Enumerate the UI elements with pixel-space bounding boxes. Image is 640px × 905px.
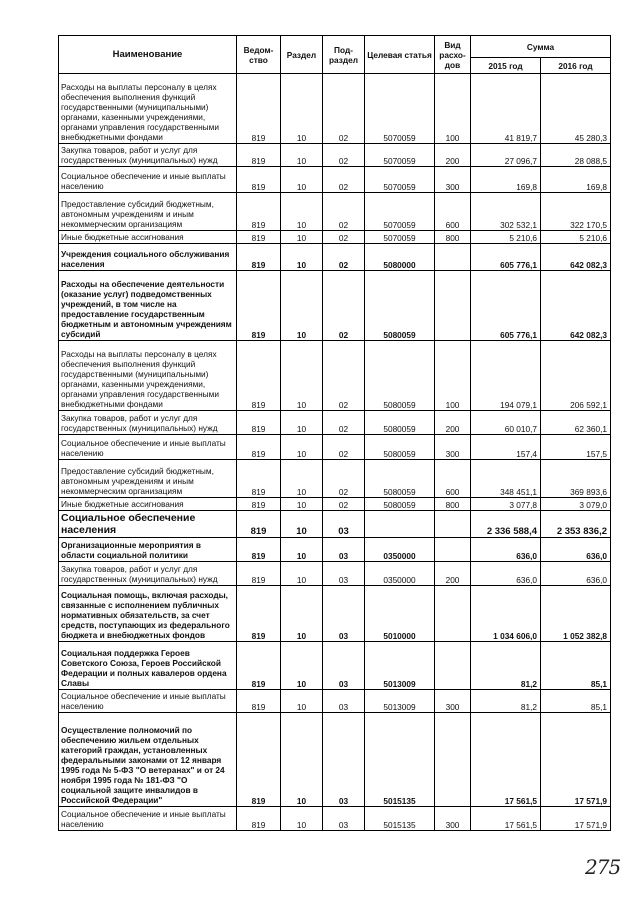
cell-sum-2015: 302 532,1: [471, 193, 541, 231]
cell-name: Предоставление субсидий бюджетным, автономным учреждениям и иным некоммерческим организациям: [59, 460, 237, 498]
header-razdel: Раздел: [281, 36, 323, 74]
cell-podrazdel: 03: [323, 586, 365, 642]
cell-celevaya: 5080059: [365, 498, 435, 511]
cell-sum-2016: 5 210,6: [541, 231, 611, 244]
cell-celevaya: 5015135: [365, 713, 435, 807]
table-row: [59, 562, 611, 586]
cell-sum-2016: 17 571,9: [541, 713, 611, 807]
cell-podrazdel: 03: [323, 562, 365, 586]
cell-podrazdel: 02: [323, 435, 365, 460]
cell-podrazdel: 03: [323, 511, 365, 538]
cell-celevaya: [365, 511, 435, 538]
table-row: [59, 231, 611, 244]
header-2015: 2015 год: [471, 58, 541, 74]
cell-celevaya: 5010000: [365, 586, 435, 642]
cell-razdel: 10: [281, 713, 323, 807]
cell-ved: 819: [237, 193, 281, 231]
cell-sum-2016: 28 088,5: [541, 144, 611, 167]
budget-table: [58, 35, 611, 831]
cell-razdel: 10: [281, 562, 323, 586]
cell-podrazdel: 02: [323, 498, 365, 511]
cell-razdel: 10: [281, 538, 323, 562]
cell-sum-2015: 605 776,1: [471, 244, 541, 271]
cell-podrazdel: 02: [323, 144, 365, 167]
table-body: [59, 74, 611, 831]
cell-vid: 600: [435, 193, 471, 231]
cell-sum-2016: 17 571,9: [541, 807, 611, 831]
cell-celevaya: 5013009: [365, 690, 435, 713]
cell-podrazdel: 02: [323, 231, 365, 244]
table-row: [59, 807, 611, 831]
cell-celevaya: 0350000: [365, 562, 435, 586]
cell-podrazdel: 02: [323, 244, 365, 271]
cell-razdel: 10: [281, 807, 323, 831]
cell-celevaya: 5015135: [365, 807, 435, 831]
cell-ved: 819: [237, 144, 281, 167]
cell-celevaya: 5070059: [365, 167, 435, 193]
table-row: [59, 193, 611, 231]
cell-sum-2016: 85,1: [541, 690, 611, 713]
cell-name: Закупка товаров, работ и услуг для государственных (муниципальных) нужд: [59, 144, 237, 167]
cell-ved: 819: [237, 411, 281, 435]
cell-sum-2016: 1 052 382,8: [541, 586, 611, 642]
table-row: [59, 498, 611, 511]
cell-razdel: 10: [281, 586, 323, 642]
cell-sum-2016: 636,0: [541, 562, 611, 586]
cell-vid: 800: [435, 231, 471, 244]
cell-razdel: 10: [281, 460, 323, 498]
table-row: [59, 713, 611, 807]
cell-sum-2016: 169,8: [541, 167, 611, 193]
cell-podrazdel: 03: [323, 642, 365, 690]
cell-sum-2015: 27 096,7: [471, 144, 541, 167]
cell-ved: 819: [237, 690, 281, 713]
cell-sum-2015: 348 451,1: [471, 460, 541, 498]
cell-razdel: 10: [281, 244, 323, 271]
cell-name: Социальное обеспечение и иные выплаты населению: [59, 435, 237, 460]
cell-vid: 600: [435, 460, 471, 498]
cell-celevaya: 0350000: [365, 538, 435, 562]
page-number: 275: [585, 855, 621, 879]
cell-sum-2016: 62 360,1: [541, 411, 611, 435]
cell-celevaya: 5080000: [365, 244, 435, 271]
cell-podrazdel: 02: [323, 167, 365, 193]
cell-sum-2016: 157,5: [541, 435, 611, 460]
cell-ved: 819: [237, 538, 281, 562]
header-celevaya: Целевая статья: [365, 36, 435, 74]
cell-name: Закупка товаров, работ и услуг для государственных (муниципальных) нужд: [59, 411, 237, 435]
cell-vid: 300: [435, 690, 471, 713]
cell-ved: 819: [237, 74, 281, 144]
budget-table-page: [58, 35, 611, 831]
table-row: [59, 511, 611, 538]
cell-sum-2015: 194 079,1: [471, 341, 541, 411]
cell-sum-2015: 17 561,5: [471, 807, 541, 831]
cell-celevaya: 5080059: [365, 435, 435, 460]
cell-name: Осуществление полномочий по обеспечению жильем отдельных категорий граждан, установленных федеральными законами от 12 января 1995 года № 5-ФЗ "О ветеранах" и от 24 ноября 1995 года № 181-ФЗ "О социальной защите инвалидов в Российской Федерации": [59, 713, 237, 807]
cell-vid: 800: [435, 498, 471, 511]
cell-name: Социальное обеспечение и иные выплаты населению: [59, 807, 237, 831]
cell-sum-2016: 636,0: [541, 538, 611, 562]
cell-name: Социальная поддержка Героев Советского Союза, Героев Российской Федерации и полных кавалеров ордена Славы: [59, 642, 237, 690]
cell-razdel: 10: [281, 411, 323, 435]
cell-sum-2015: 169,8: [471, 167, 541, 193]
header-2016: 2016 год: [541, 58, 611, 74]
cell-razdel: 10: [281, 690, 323, 713]
cell-sum-2016: 2 353 836,2: [541, 511, 611, 538]
cell-name: Иные бюджетные ассигнования: [59, 498, 237, 511]
table-row: [59, 642, 611, 690]
cell-sum-2016: 85,1: [541, 642, 611, 690]
cell-ved: 819: [237, 511, 281, 538]
cell-celevaya: 5013009: [365, 642, 435, 690]
cell-sum-2016: 369 893,6: [541, 460, 611, 498]
cell-ved: 819: [237, 435, 281, 460]
cell-name: Иные бюджетные ассигнования: [59, 231, 237, 244]
table-row: [59, 690, 611, 713]
cell-razdel: 10: [281, 498, 323, 511]
cell-ved: 819: [237, 460, 281, 498]
cell-razdel: 10: [281, 193, 323, 231]
cell-name: Закупка товаров, работ и услуг для государственных (муниципальных) нужд: [59, 562, 237, 586]
cell-ved: 819: [237, 642, 281, 690]
cell-celevaya: 5070059: [365, 231, 435, 244]
cell-ved: 819: [237, 713, 281, 807]
cell-vid: 300: [435, 807, 471, 831]
cell-name: Расходы на обеспечение деятельности (оказание услуг) подведомственных учреждений, в том числе на предоставление государственным бюджетным и автономным учреждениям субсидий: [59, 271, 237, 341]
cell-name: Социальное обеспечение и иные выплаты населению: [59, 167, 237, 193]
cell-sum-2015: 3 077,8: [471, 498, 541, 511]
cell-razdel: 10: [281, 74, 323, 144]
cell-celevaya: 5070059: [365, 144, 435, 167]
header-name: Наименование: [59, 36, 237, 74]
cell-sum-2016: 642 082,3: [541, 271, 611, 341]
cell-name: Расходы на выплаты персоналу в целях обеспечения выполнения функций государственными (муниципальными) органами, казенными учреждениями, органами управления государственными внебюджетными фондами: [59, 341, 237, 411]
cell-podrazdel: 03: [323, 538, 365, 562]
header-ved: Ведом-ство: [237, 36, 281, 74]
cell-sum-2015: 60 010,7: [471, 411, 541, 435]
cell-sum-2015: 41 819,7: [471, 74, 541, 144]
cell-name: Социальная помощь, включая расходы, связанные с исполнением публичных нормативных обязательств, за счет средств, поступающих из федерального бюджета и внебюджетных фондов: [59, 586, 237, 642]
cell-razdel: 10: [281, 231, 323, 244]
cell-vid: [435, 586, 471, 642]
cell-razdel: 10: [281, 511, 323, 538]
cell-sum-2015: 636,0: [471, 562, 541, 586]
cell-vid: 200: [435, 144, 471, 167]
cell-razdel: 10: [281, 341, 323, 411]
cell-ved: 819: [237, 231, 281, 244]
cell-ved: 819: [237, 498, 281, 511]
cell-ved: 819: [237, 244, 281, 271]
cell-sum-2015: 81,2: [471, 642, 541, 690]
table-row: [59, 167, 611, 193]
cell-celevaya: 5080059: [365, 341, 435, 411]
cell-ved: 819: [237, 807, 281, 831]
cell-sum-2016: 642 082,3: [541, 244, 611, 271]
cell-razdel: 10: [281, 167, 323, 193]
cell-ved: 819: [237, 271, 281, 341]
table-row: [59, 411, 611, 435]
cell-vid: [435, 511, 471, 538]
cell-vid: 200: [435, 411, 471, 435]
cell-podrazdel: 02: [323, 411, 365, 435]
cell-name: Расходы на выплаты персоналу в целях обеспечения выполнения функций государственными (муниципальными) органами, казенными учреждениями, органами управления государственными внебюджетными фондами: [59, 74, 237, 144]
cell-celevaya: 5070059: [365, 74, 435, 144]
table-row: [59, 244, 611, 271]
table-row: [59, 341, 611, 411]
cell-sum-2015: 1 034 606,0: [471, 586, 541, 642]
cell-vid: 300: [435, 167, 471, 193]
cell-celevaya: 5070059: [365, 193, 435, 231]
cell-celevaya: 5080059: [365, 271, 435, 341]
cell-razdel: 10: [281, 435, 323, 460]
header-vid: Вид расхо-дов: [435, 36, 471, 74]
cell-razdel: 10: [281, 642, 323, 690]
cell-ved: 819: [237, 167, 281, 193]
cell-vid: 200: [435, 562, 471, 586]
cell-ved: 819: [237, 586, 281, 642]
cell-name: Социальное обеспечение населения: [59, 511, 237, 538]
cell-sum-2015: 17 561,5: [471, 713, 541, 807]
table-header: [59, 36, 611, 74]
header-summa: Сумма: [471, 36, 611, 58]
cell-sum-2015: 2 336 588,4: [471, 511, 541, 538]
cell-podrazdel: 03: [323, 807, 365, 831]
cell-sum-2015: 5 210,6: [471, 231, 541, 244]
table-row: [59, 460, 611, 498]
header-podrazdel: Под-раздел: [323, 36, 365, 74]
cell-razdel: 10: [281, 144, 323, 167]
cell-podrazdel: 02: [323, 271, 365, 341]
cell-sum-2015: 157,4: [471, 435, 541, 460]
cell-name: Социальное обеспечение и иные выплаты населению: [59, 690, 237, 713]
cell-name: Учреждения социального обслуживания населения: [59, 244, 237, 271]
cell-sum-2016: 322 170,5: [541, 193, 611, 231]
cell-vid: 100: [435, 74, 471, 144]
table-row: [59, 586, 611, 642]
cell-ved: 819: [237, 562, 281, 586]
table-row: [59, 74, 611, 144]
cell-sum-2016: 206 592,1: [541, 341, 611, 411]
cell-razdel: 10: [281, 271, 323, 341]
cell-celevaya: 5080059: [365, 411, 435, 435]
cell-sum-2015: 81,2: [471, 690, 541, 713]
cell-vid: [435, 538, 471, 562]
cell-podrazdel: 02: [323, 341, 365, 411]
cell-sum-2015: 636,0: [471, 538, 541, 562]
cell-podrazdel: 03: [323, 690, 365, 713]
cell-sum-2016: 3 079,0: [541, 498, 611, 511]
cell-vid: [435, 642, 471, 690]
cell-ved: 819: [237, 341, 281, 411]
cell-vid: [435, 244, 471, 271]
table-row: [59, 271, 611, 341]
cell-vid: 100: [435, 341, 471, 411]
cell-podrazdel: 02: [323, 460, 365, 498]
cell-name: Предоставление субсидий бюджетным, автономным учреждениям и иным некоммерческим организациям: [59, 193, 237, 231]
cell-podrazdel: 03: [323, 713, 365, 807]
cell-podrazdel: 02: [323, 193, 365, 231]
table-row: [59, 144, 611, 167]
cell-name: Организационные мероприятия в области социальной политики: [59, 538, 237, 562]
cell-celevaya: 5080059: [365, 460, 435, 498]
cell-vid: 300: [435, 435, 471, 460]
cell-vid: [435, 713, 471, 807]
cell-vid: [435, 271, 471, 341]
table-row: [59, 538, 611, 562]
cell-podrazdel: 02: [323, 74, 365, 144]
cell-sum-2016: 45 280,3: [541, 74, 611, 144]
cell-sum-2015: 605 776,1: [471, 271, 541, 341]
table-row: [59, 435, 611, 460]
